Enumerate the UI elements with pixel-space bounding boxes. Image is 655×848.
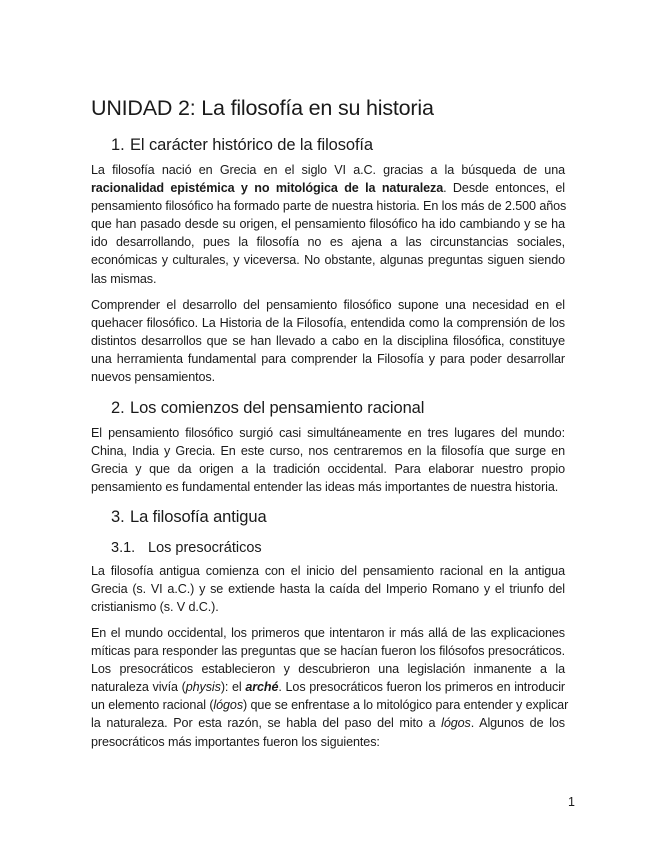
section-heading-2: [111, 397, 581, 419]
paragraph-line: Los presocráticos establecieron y descubrieron una legislación inmanente a la: [91, 662, 565, 677]
paragraph-line: quehacer filosófico. La Historia de la Filosofía, entendida como la comprensión de los: [91, 316, 565, 331]
page-number: 1: [568, 795, 575, 809]
paragraph-line: Grecia (s. VI a.C.) y se extiende hasta la caída del Imperio Romano y el triunfo del: [91, 582, 565, 597]
paragraph-line: pensamiento es fundamental entender las ideas más importantes de nuestra historia.: [91, 480, 559, 495]
subsection-number: 3.1.: [111, 540, 136, 556]
section-number: 2.: [111, 399, 125, 417]
paragraph: [91, 624, 569, 751]
paragraph-line: que han pasado desde su origen, el pensamiento filosófico ha ido cambiando y se ha: [91, 217, 565, 232]
page-title: UNIDAD 2: La filosofía en su historia: [91, 96, 434, 120]
section-heading-3: [111, 506, 581, 528]
paragraph-line: míticas para responder las preguntas que se hacían fueron los filósofos presocráticos.: [91, 644, 565, 659]
section-heading-1: [111, 134, 581, 156]
paragraph-line: Grecia y que da origen a la tradición occidental. Para elaborar nuestro propio: [91, 462, 565, 477]
section-title: La filosofía antigua: [130, 508, 267, 526]
paragraph-line: La filosofía antigua comienza con el inicio del pensamiento racional en la antigua: [91, 564, 565, 578]
section-title: Los comienzos del pensamiento racional: [130, 399, 425, 417]
paragraph-line: una herramienta fundamental para comprender la Filosofía y para poder desarrollar: [91, 352, 565, 367]
paragraph-line: las mismas.: [91, 271, 157, 286]
paragraph-line: nuevos pensamientos.: [91, 370, 216, 385]
paragraph-line: presocráticos más importantes fueron los siguientes:: [91, 734, 380, 749]
paragraph-line: la naturaleza. Por esta razón, se habla del paso del mito a lógos. Algunos de los: [91, 716, 565, 731]
paragraph-line: económicas y culturales, y viceversa. No obstante, algunas preguntas siguen siendo: [91, 253, 565, 268]
subsection-title: Los presocráticos: [148, 540, 262, 556]
section-number: 3.: [111, 508, 125, 526]
paragraph-line: cristianismo (s. V d.C.).: [91, 600, 219, 615]
paragraph-line: distintos desarrollos que se han llevado a cabo en la disciplina filosófica, constituye: [91, 334, 565, 349]
paragraph-line: ido desarrollando, pues la filosofía no es ajena a las circunstancias sociales,: [91, 235, 565, 250]
paragraph-line: La filosofía nació en Grecia en el siglo VI a.C. gracias a la búsqueda de una: [91, 163, 565, 177]
paragraph: [91, 161, 565, 288]
section-number: 1.: [111, 136, 125, 154]
paragraph-line: racionalidad epistémica y no mitológica de la naturaleza. Desde entonces, el: [91, 181, 565, 196]
paragraph: [91, 296, 565, 386]
subsection-heading-3-1: [111, 538, 581, 558]
section-title: El carácter histórico de la filosofía: [130, 136, 373, 154]
paragraph: [91, 424, 565, 496]
paragraph-line: naturaleza vivía (physis): el arché. Los presocráticos fueron los primeros en introducir: [91, 680, 565, 695]
paragraph-line: pensamiento filosófico ha formado parte de nuestra historia. En los más de 2.500 años: [91, 199, 567, 214]
paragraph: [91, 562, 565, 616]
paragraph-line: un elemento racional (lógos) que se enfrentase a lo mitológico para entender y explicar: [91, 698, 569, 713]
paragraph-line: El pensamiento filosófico surgió casi simultáneamente en tres lugares del mundo:: [91, 426, 565, 440]
paragraph-line: China, India y Grecia. En este curso, nos centraremos en la filosofía que surge en: [91, 444, 565, 459]
paragraph-line: En el mundo occidental, los primeros que intentaron ir más allá de las explicaciones: [91, 626, 565, 640]
paragraph-line: Comprender el desarrollo del pensamiento filosófico supone una necesidad en el: [91, 298, 565, 312]
